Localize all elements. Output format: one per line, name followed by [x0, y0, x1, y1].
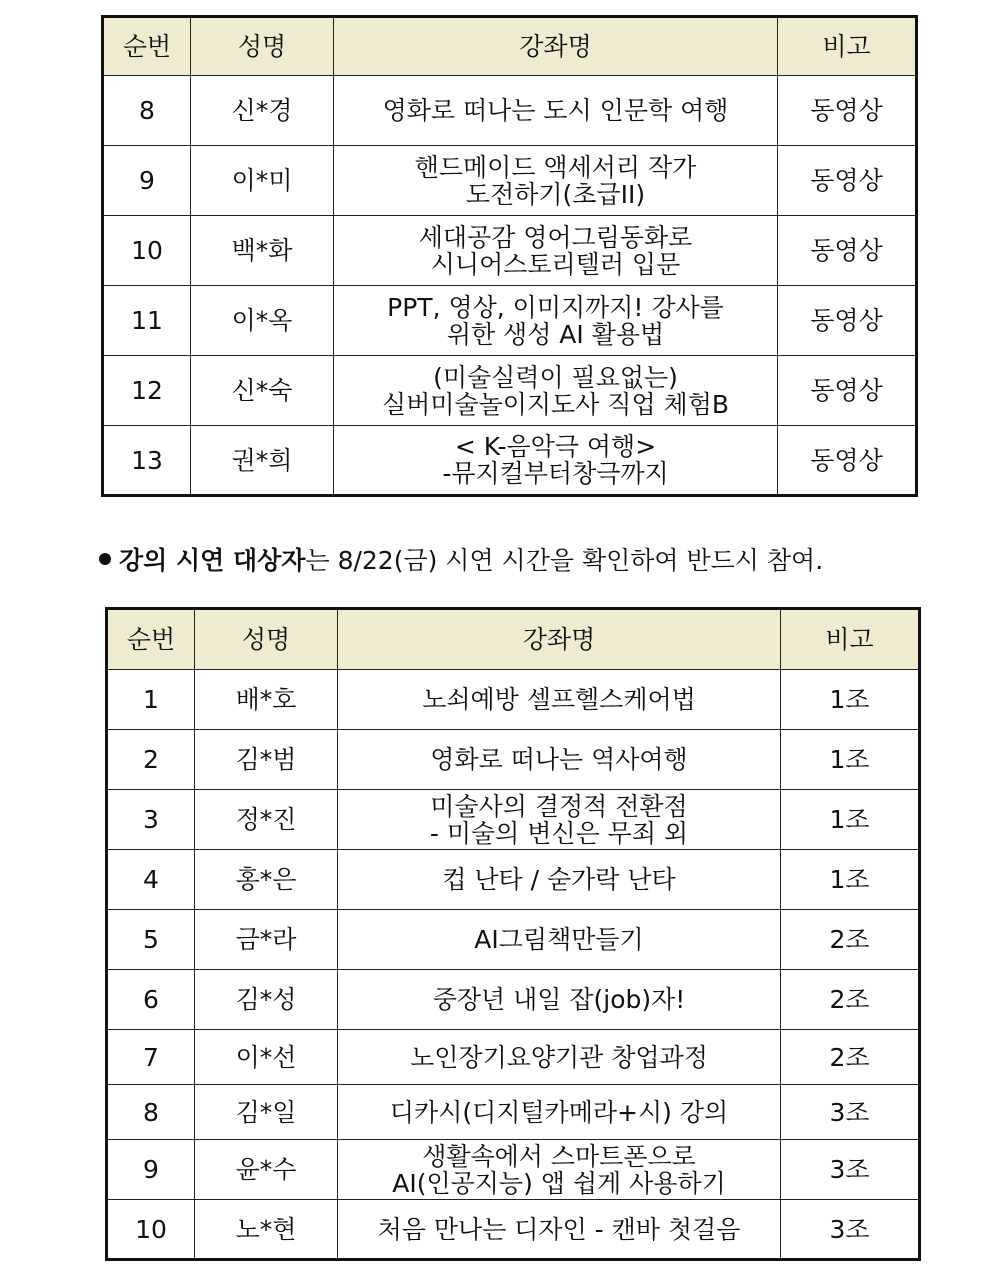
course-title — [334, 426, 778, 496]
course-title — [338, 850, 781, 910]
course-title-line: 도전하기(초급II) — [465, 179, 646, 209]
remark: 1조 — [781, 850, 920, 910]
col-header-number: 순번 — [107, 609, 195, 670]
table-row — [107, 850, 920, 910]
table-row — [107, 1140, 920, 1200]
demo-notice — [99, 544, 979, 578]
table-body — [107, 670, 920, 1260]
table-row — [107, 1030, 920, 1085]
remark: 동영상 — [778, 146, 917, 216]
instructor-name: 김*성 — [195, 970, 338, 1030]
table-row — [103, 216, 917, 286]
row-number: 1 — [107, 670, 195, 730]
course-title-line: 세대공감 영어그림동화로 — [418, 222, 693, 252]
course-title — [334, 146, 778, 216]
course-title-line: PPT, 영상, 이미지까지! 강사를 — [387, 292, 724, 322]
instructor-name: 홍*은 — [195, 850, 338, 910]
notice-text: 는 8/22(금) 시연 시간을 확인하여 반드시 참여. — [305, 546, 824, 575]
col-header-note: 비고 — [781, 609, 920, 670]
course-title — [338, 1085, 781, 1140]
notice-bold-text: 강의 시연 대상자 — [119, 546, 306, 575]
demo-lecture-table — [105, 607, 921, 1261]
course-title-line: 핸드메이드 액세서리 작가 — [414, 152, 697, 182]
course-title — [338, 670, 781, 730]
table-row — [107, 670, 920, 730]
course-title-line: 영화로 떠나는 역사여행 — [430, 745, 688, 774]
remark: 2조 — [781, 1030, 920, 1085]
course-title-line: AI(인공지능) 앱 쉽게 사용하기 — [392, 1168, 726, 1198]
table-row — [107, 730, 920, 790]
course-title — [338, 1200, 781, 1260]
course-title-line: 디카시(디지털카메라+시) 강의 — [389, 1097, 729, 1127]
row-number: 8 — [103, 76, 191, 146]
instructor-name: 윤*수 — [195, 1140, 338, 1200]
row-number: 5 — [107, 910, 195, 970]
course-title-line: 실버미술놀이지도사 직업 체험B — [382, 389, 729, 419]
row-number: 13 — [103, 426, 191, 496]
col-header-course: 강좌명 — [334, 17, 778, 76]
remark: 2조 — [781, 910, 920, 970]
course-title-line: 노쇠예방 셀프헬스케어법 — [422, 685, 696, 714]
course-title — [338, 730, 781, 790]
course-title — [334, 356, 778, 426]
table-row — [107, 1085, 920, 1140]
col-header-number: 순번 — [103, 17, 191, 76]
remark: 3조 — [781, 1200, 920, 1260]
course-title-line: 미술사의 결정적 전환점 — [430, 791, 688, 821]
table-row — [107, 790, 920, 850]
row-number: 3 — [107, 790, 195, 850]
course-title — [334, 216, 778, 286]
table-row — [107, 970, 920, 1030]
table-row — [103, 146, 917, 216]
course-title — [334, 76, 778, 146]
course-title-line: -뮤지컬부터창극까지 — [442, 459, 669, 488]
table-header-row — [103, 17, 917, 76]
table-header-row — [107, 609, 920, 670]
col-header-name: 성명 — [195, 609, 338, 670]
instructor-name: 권*희 — [191, 426, 334, 496]
bullet-icon — [99, 553, 111, 565]
row-number: 10 — [103, 216, 191, 286]
instructor-name: 노*현 — [195, 1200, 338, 1260]
course-title-line: 영화로 떠나는 도시 인문학 여행 — [382, 96, 729, 125]
course-title-line: 노인장기요양기관 창업과정 — [410, 1042, 708, 1072]
course-title-line: 컵 난타 / 숟가락 난타 — [442, 865, 676, 894]
row-number: 11 — [103, 286, 191, 356]
remark: 동영상 — [778, 426, 917, 496]
video-lecture-table — [101, 15, 918, 497]
instructor-name: 신*숙 — [191, 356, 334, 426]
row-number: 9 — [103, 146, 191, 216]
instructor-name: 김*범 — [195, 730, 338, 790]
row-number: 7 — [107, 1030, 195, 1085]
table-row — [107, 910, 920, 970]
instructor-name: 금*라 — [195, 910, 338, 970]
remark: 1조 — [781, 730, 920, 790]
col-header-course: 강좌명 — [338, 609, 781, 670]
course-title-line: - 미술의 변신은 무죄 외 — [429, 818, 689, 848]
row-number: 6 — [107, 970, 195, 1030]
course-title-line: (미술실력이 필요없는) — [433, 362, 678, 392]
instructor-name: 김*일 — [195, 1085, 338, 1140]
course-title-line: 시니어스토리텔러 입문 — [430, 249, 681, 279]
instructor-name: 이*미 — [191, 146, 334, 216]
row-number: 9 — [107, 1140, 195, 1200]
instructor-name: 신*경 — [191, 76, 334, 146]
course-title — [338, 910, 781, 970]
table-row — [103, 426, 917, 496]
course-title-line: 중장년 내일 잡(job)자! — [432, 985, 686, 1014]
row-number: 4 — [107, 850, 195, 910]
remark: 동영상 — [778, 286, 917, 356]
course-title-line: 위한 생성 AI 활용법 — [446, 319, 665, 349]
remark: 동영상 — [778, 76, 917, 146]
course-title-line: AI그림책만들기 — [474, 925, 644, 954]
remark: 동영상 — [778, 216, 917, 286]
row-number: 12 — [103, 356, 191, 426]
course-title — [338, 1140, 781, 1200]
course-title — [338, 790, 781, 850]
table-row — [107, 1200, 920, 1260]
course-title — [338, 970, 781, 1030]
remark: 2조 — [781, 970, 920, 1030]
instructor-name: 정*진 — [195, 790, 338, 850]
instructor-name: 이*선 — [195, 1030, 338, 1085]
col-header-name: 성명 — [191, 17, 334, 76]
remark: 3조 — [781, 1085, 920, 1140]
col-header-note: 비고 — [778, 17, 917, 76]
row-number: 8 — [107, 1085, 195, 1140]
row-number: 2 — [107, 730, 195, 790]
remark: 1조 — [781, 790, 920, 850]
course-title-line: 생활속에서 스마트폰으로 — [422, 1141, 696, 1171]
course-title — [338, 1030, 781, 1085]
remark: 1조 — [781, 670, 920, 730]
remark: 3조 — [781, 1140, 920, 1200]
instructor-name: 백*화 — [191, 216, 334, 286]
row-number: 10 — [107, 1200, 195, 1260]
course-title — [334, 286, 778, 356]
instructor-name: 배*호 — [195, 670, 338, 730]
table-row — [103, 286, 917, 356]
instructor-name: 이*옥 — [191, 286, 334, 356]
table-body — [103, 76, 917, 496]
table-row — [103, 356, 917, 426]
remark: 동영상 — [778, 356, 917, 426]
course-title-line: < K-음악극 여행> — [454, 432, 657, 461]
course-title-line: 처음 만나는 디자인 - 캔바 첫걸음 — [377, 1214, 741, 1244]
table-row — [103, 76, 917, 146]
